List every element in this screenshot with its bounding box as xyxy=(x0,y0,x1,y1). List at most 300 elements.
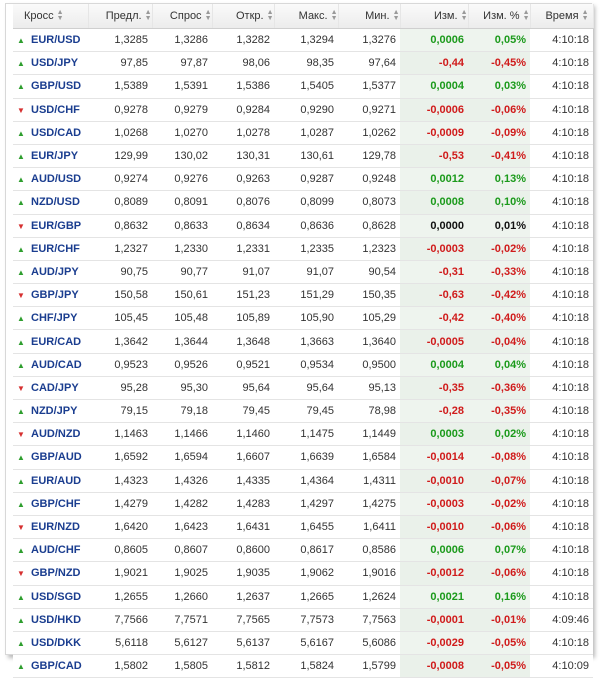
high-cell: 1,4364 xyxy=(274,469,338,492)
change-pct-value: -0,41% xyxy=(491,150,526,163)
quotes-panel xyxy=(5,3,592,673)
low-cell: 1,6411 xyxy=(338,515,400,538)
change-cell xyxy=(400,562,468,585)
change-pct-cell xyxy=(468,469,530,492)
bid-cell: 1,2655 xyxy=(88,585,152,608)
time-cell: 4:10:18 xyxy=(530,307,593,330)
change-value: -0,0008 xyxy=(426,660,464,673)
change-pct-value: 0,13% xyxy=(494,173,526,186)
column-header-pair[interactable] xyxy=(13,4,88,29)
ask-cell: 1,9025 xyxy=(152,562,212,585)
change-cell xyxy=(400,168,468,191)
pair-cell xyxy=(13,52,88,75)
time-cell: 4:10:18 xyxy=(530,469,593,492)
low-cell: 0,8073 xyxy=(338,191,400,214)
change-pct-value: -0,01% xyxy=(491,613,526,626)
low-cell: 129,78 xyxy=(338,144,400,167)
time-cell: 4:10:18 xyxy=(530,376,593,399)
change-value: -0,0001 xyxy=(426,613,464,626)
column-header-bid[interactable] xyxy=(88,4,152,29)
table-row xyxy=(13,237,593,260)
high-cell: 105,90 xyxy=(274,307,338,330)
pair-link[interactable]: USD/CAD xyxy=(31,126,82,139)
arrow-down-icon: ▼ xyxy=(17,105,25,115)
open-cell: 1,2637 xyxy=(212,585,274,608)
open-cell: 1,6431 xyxy=(212,515,274,538)
pair-link[interactable]: AUD/CHF xyxy=(31,544,81,557)
change-pct-cell xyxy=(468,492,530,515)
column-header-label: Макс. xyxy=(298,9,328,22)
pair-link[interactable]: AUD/CAD xyxy=(31,358,82,371)
time-cell: 4:10:18 xyxy=(530,400,593,423)
pair-cell xyxy=(13,307,88,330)
arrow-up-icon: ▲ xyxy=(17,82,25,92)
change-pct-cell xyxy=(468,29,530,52)
change-cell xyxy=(400,52,468,75)
change-value: -0,0006 xyxy=(426,103,464,116)
high-cell: 1,3294 xyxy=(274,29,338,52)
change-value: -0,63 xyxy=(438,289,464,302)
change-value: 0,0000 xyxy=(430,219,464,232)
time-cell: 4:10:18 xyxy=(530,423,593,446)
ask-cell: 0,9279 xyxy=(152,98,212,121)
open-cell: 0,9521 xyxy=(212,353,274,376)
change-value: 0,0006 xyxy=(430,34,464,47)
bid-cell: 0,8605 xyxy=(88,539,152,562)
low-cell: 1,4275 xyxy=(338,492,400,515)
pair-link[interactable]: EUR/CHF xyxy=(31,242,80,255)
bid-cell: 129,99 xyxy=(88,144,152,167)
column-header-change-pct[interactable] xyxy=(468,4,530,29)
change-value: -0,0009 xyxy=(426,126,464,139)
bid-cell: 1,9021 xyxy=(88,562,152,585)
change-pct-value: -0,45% xyxy=(491,57,526,70)
change-pct-value: -0,06% xyxy=(491,521,526,534)
column-header-low[interactable] xyxy=(338,4,400,29)
high-cell: 1,4297 xyxy=(274,492,338,515)
change-pct-value: -0,05% xyxy=(491,636,526,649)
change-value: -0,0014 xyxy=(426,451,464,464)
change-cell xyxy=(400,353,468,376)
time-cell: 4:10:18 xyxy=(530,284,593,307)
low-cell: 0,9271 xyxy=(338,98,400,121)
arrow-up-icon: ▲ xyxy=(17,662,25,672)
table-row xyxy=(13,376,593,399)
arrow-up-icon: ▲ xyxy=(17,592,25,602)
table-header-row xyxy=(13,4,593,29)
open-cell: 79,45 xyxy=(212,400,274,423)
column-header-ask[interactable] xyxy=(152,4,212,29)
change-pct-value: -0,06% xyxy=(491,567,526,580)
change-cell xyxy=(400,191,468,214)
change-value: 0,0004 xyxy=(430,80,464,93)
table-row xyxy=(13,29,593,52)
time-cell: 4:09:46 xyxy=(530,608,593,631)
pair-link[interactable]: CHF/JPY xyxy=(31,312,78,325)
ask-cell: 150,61 xyxy=(152,284,212,307)
high-cell: 98,35 xyxy=(274,52,338,75)
table-row xyxy=(13,353,593,376)
table-row xyxy=(13,400,593,423)
table-row xyxy=(13,121,593,144)
table-row xyxy=(13,168,593,191)
bid-cell: 0,8632 xyxy=(88,214,152,237)
bid-cell: 1,3285 xyxy=(88,29,152,52)
change-pct-value: -0,02% xyxy=(491,242,526,255)
pair-cell xyxy=(13,423,88,446)
time-cell: 4:10:18 xyxy=(530,539,593,562)
change-pct-value: -0,07% xyxy=(491,474,526,487)
open-cell: 1,1460 xyxy=(212,423,274,446)
ask-cell: 97,87 xyxy=(152,52,212,75)
arrow-up-icon: ▲ xyxy=(17,546,25,556)
ask-cell: 1,2660 xyxy=(152,585,212,608)
time-cell: 4:10:18 xyxy=(530,353,593,376)
change-pct-cell xyxy=(468,52,530,75)
change-pct-value: 0,02% xyxy=(494,428,526,441)
bid-cell: 1,6420 xyxy=(88,515,152,538)
change-pct-cell xyxy=(468,539,530,562)
time-cell: 4:10:09 xyxy=(530,655,593,678)
change-pct-cell xyxy=(468,655,530,678)
low-cell: 0,9500 xyxy=(338,353,400,376)
change-pct-cell xyxy=(468,144,530,167)
arrow-up-icon: ▲ xyxy=(17,128,25,138)
change-pct-value: 0,10% xyxy=(494,196,526,209)
pair-cell xyxy=(13,539,88,562)
pair-link[interactable]: CAD/JPY xyxy=(31,381,79,394)
table-row xyxy=(13,492,593,515)
pair-cell xyxy=(13,562,88,585)
change-value: -0,0005 xyxy=(426,335,464,348)
change-pct-value: 0,16% xyxy=(494,590,526,603)
column-header-label: Кросс xyxy=(24,9,54,22)
arrow-up-icon: ▲ xyxy=(17,360,25,370)
pair-link[interactable]: USD/HKD xyxy=(31,613,82,626)
change-pct-value: 0,03% xyxy=(494,80,526,93)
ask-cell: 5,6127 xyxy=(152,631,212,654)
pair-link[interactable]: AUD/NZD xyxy=(31,428,81,441)
arrow-up-icon: ▲ xyxy=(17,59,25,69)
change-cell xyxy=(400,446,468,469)
pair-link[interactable]: USD/JPY xyxy=(31,57,79,70)
low-cell: 1,6584 xyxy=(338,446,400,469)
low-cell: 78,98 xyxy=(338,400,400,423)
ask-cell: 1,1466 xyxy=(152,423,212,446)
change-pct-value: -0,40% xyxy=(491,312,526,325)
time-cell: 4:10:18 xyxy=(530,29,593,52)
change-pct-cell xyxy=(468,330,530,353)
bid-cell: 1,3642 xyxy=(88,330,152,353)
low-cell: 1,5799 xyxy=(338,655,400,678)
bid-cell: 5,6118 xyxy=(88,631,152,654)
column-header-label: Изм. % xyxy=(483,9,520,22)
low-cell: 105,29 xyxy=(338,307,400,330)
open-cell: 1,0278 xyxy=(212,121,274,144)
change-pct-value: -0,09% xyxy=(491,126,526,139)
pair-link[interactable]: AUD/USD xyxy=(31,173,82,186)
change-value: -0,0003 xyxy=(426,242,464,255)
bid-cell: 1,5802 xyxy=(88,655,152,678)
column-header-label: Откр. xyxy=(235,9,264,22)
arrow-down-icon: ▼ xyxy=(17,430,25,440)
change-pct-cell xyxy=(468,121,530,144)
pair-cell xyxy=(13,168,88,191)
change-value: 0,0021 xyxy=(430,590,464,603)
bid-cell: 0,9523 xyxy=(88,353,152,376)
open-cell: 1,5812 xyxy=(212,655,274,678)
table-row xyxy=(13,307,593,330)
change-pct-cell xyxy=(468,562,530,585)
change-pct-cell xyxy=(468,168,530,191)
sort-icon: ▲ ▼ xyxy=(330,9,338,23)
high-cell: 5,6167 xyxy=(274,631,338,654)
time-cell: 4:10:18 xyxy=(530,492,593,515)
pair-link[interactable]: GBP/USD xyxy=(31,80,82,93)
open-cell: 91,07 xyxy=(212,260,274,283)
change-pct-cell xyxy=(468,353,530,376)
time-cell: 4:10:18 xyxy=(530,515,593,538)
pair-cell xyxy=(13,515,88,538)
ask-cell: 1,2330 xyxy=(152,237,212,260)
ask-cell: 1,0270 xyxy=(152,121,212,144)
change-value: -0,31 xyxy=(438,265,464,278)
arrow-up-icon: ▲ xyxy=(17,198,25,208)
pair-link[interactable]: EUR/JPY xyxy=(31,150,79,163)
open-cell: 5,6137 xyxy=(212,631,274,654)
time-cell: 4:10:18 xyxy=(530,214,593,237)
table-row xyxy=(13,585,593,608)
table-row xyxy=(13,98,593,121)
column-header-time[interactable] xyxy=(530,4,593,29)
pair-cell xyxy=(13,75,88,98)
sort-icon: ▲ ▼ xyxy=(392,9,400,23)
low-cell: 150,35 xyxy=(338,284,400,307)
low-cell: 1,3276 xyxy=(338,29,400,52)
column-header-change[interactable] xyxy=(400,4,468,29)
table-row xyxy=(13,608,593,631)
change-pct-value: -0,05% xyxy=(491,660,526,673)
open-cell: 151,23 xyxy=(212,284,274,307)
pair-link[interactable]: GBP/JPY xyxy=(31,289,79,302)
change-pct-cell xyxy=(468,98,530,121)
open-cell: 0,9284 xyxy=(212,98,274,121)
low-cell: 95,13 xyxy=(338,376,400,399)
pair-cell xyxy=(13,400,88,423)
pair-cell xyxy=(13,353,88,376)
table-row xyxy=(13,469,593,492)
pair-cell xyxy=(13,284,88,307)
column-header-label: Спрос xyxy=(169,9,202,22)
high-cell: 130,61 xyxy=(274,144,338,167)
low-cell: 1,3640 xyxy=(338,330,400,353)
low-cell: 1,1449 xyxy=(338,423,400,446)
pair-cell xyxy=(13,121,88,144)
bid-cell: 1,1463 xyxy=(88,423,152,446)
high-cell: 1,6455 xyxy=(274,515,338,538)
pair-link[interactable]: EUR/CAD xyxy=(31,335,82,348)
change-pct-cell xyxy=(468,307,530,330)
table-row xyxy=(13,330,593,353)
change-value: 0,0012 xyxy=(430,173,464,186)
low-cell: 0,8628 xyxy=(338,214,400,237)
pair-link[interactable]: EUR/AUD xyxy=(31,474,82,487)
high-cell: 1,3663 xyxy=(274,330,338,353)
change-value: -0,0029 xyxy=(426,636,464,649)
high-cell: 7,7573 xyxy=(274,608,338,631)
bid-cell: 0,8089 xyxy=(88,191,152,214)
arrow-up-icon: ▲ xyxy=(17,476,25,486)
table-row xyxy=(13,539,593,562)
high-cell: 1,0287 xyxy=(274,121,338,144)
table-row xyxy=(13,75,593,98)
change-value: -0,0012 xyxy=(426,567,464,580)
column-header-label: Время xyxy=(545,9,579,22)
arrow-up-icon: ▲ xyxy=(17,244,25,254)
change-cell xyxy=(400,237,468,260)
pair-link[interactable]: GBP/CAD xyxy=(31,660,82,673)
high-cell: 0,8636 xyxy=(274,214,338,237)
arrow-up-icon: ▲ xyxy=(17,152,25,162)
pair-link[interactable]: USD/CHF xyxy=(31,103,80,116)
pair-link[interactable]: GBP/AUD xyxy=(31,451,82,464)
open-cell: 1,4335 xyxy=(212,469,274,492)
pair-link[interactable]: AUD/JPY xyxy=(31,265,79,278)
arrow-up-icon: ▲ xyxy=(17,638,25,648)
ask-cell: 0,8633 xyxy=(152,214,212,237)
arrow-up-icon: ▲ xyxy=(17,615,25,625)
pair-link[interactable]: NZD/USD xyxy=(31,196,80,209)
change-pct-cell xyxy=(468,400,530,423)
change-value: -0,42 xyxy=(438,312,464,325)
ask-cell: 95,30 xyxy=(152,376,212,399)
ask-cell: 0,8607 xyxy=(152,539,212,562)
high-cell: 95,64 xyxy=(274,376,338,399)
table-row xyxy=(13,562,593,585)
arrow-up-icon: ▲ xyxy=(17,36,25,46)
change-pct-value: -0,36% xyxy=(491,381,526,394)
change-value: -0,53 xyxy=(438,150,464,163)
time-cell: 4:10:18 xyxy=(530,562,593,585)
sort-icon: ▲ ▼ xyxy=(460,9,468,23)
pair-link[interactable]: EUR/GBP xyxy=(31,219,82,232)
pair-link[interactable]: NZD/JPY xyxy=(31,405,78,418)
change-value: -0,0003 xyxy=(426,497,464,510)
bid-cell: 150,58 xyxy=(88,284,152,307)
column-header-open[interactable] xyxy=(212,4,274,29)
open-cell: 0,8634 xyxy=(212,214,274,237)
change-cell xyxy=(400,469,468,492)
pair-link[interactable]: GBP/NZD xyxy=(31,567,81,580)
change-pct-value: 0,01% xyxy=(494,219,526,232)
bid-cell: 1,6592 xyxy=(88,446,152,469)
bid-cell: 105,45 xyxy=(88,307,152,330)
time-cell: 4:10:18 xyxy=(530,260,593,283)
change-value: -0,35 xyxy=(438,381,464,394)
change-pct-value: -0,35% xyxy=(491,405,526,418)
table-row xyxy=(13,144,593,167)
change-pct-cell xyxy=(468,423,530,446)
change-cell xyxy=(400,144,468,167)
change-pct-cell xyxy=(468,75,530,98)
open-cell: 0,9263 xyxy=(212,168,274,191)
pair-link[interactable]: EUR/USD xyxy=(31,34,81,47)
pair-link[interactable]: EUR/NZD xyxy=(31,521,80,534)
ask-cell: 105,48 xyxy=(152,307,212,330)
column-header-high[interactable] xyxy=(274,4,338,29)
change-value: 0,0006 xyxy=(430,544,464,557)
time-cell: 4:10:18 xyxy=(530,330,593,353)
open-cell: 105,89 xyxy=(212,307,274,330)
change-pct-cell xyxy=(468,237,530,260)
change-value: 0,0003 xyxy=(430,428,464,441)
pair-cell xyxy=(13,237,88,260)
arrow-down-icon: ▼ xyxy=(17,221,25,231)
change-value: -0,0010 xyxy=(426,474,464,487)
pair-cell xyxy=(13,214,88,237)
pair-link[interactable]: USD/SGD xyxy=(31,590,82,603)
pair-link[interactable]: GBP/CHF xyxy=(31,497,81,510)
ask-cell: 90,77 xyxy=(152,260,212,283)
arrow-up-icon: ▲ xyxy=(17,407,25,417)
pair-cell xyxy=(13,631,88,654)
table-row xyxy=(13,515,593,538)
change-cell xyxy=(400,655,468,678)
sort-icon: ▲ ▼ xyxy=(522,9,530,23)
time-cell: 4:10:18 xyxy=(530,631,593,654)
open-cell: 1,9035 xyxy=(212,562,274,585)
low-cell: 1,0262 xyxy=(338,121,400,144)
pair-cell xyxy=(13,655,88,678)
ask-cell: 1,3644 xyxy=(152,330,212,353)
low-cell: 1,5377 xyxy=(338,75,400,98)
change-cell xyxy=(400,214,468,237)
ask-cell: 0,9526 xyxy=(152,353,212,376)
time-cell: 4:10:18 xyxy=(530,237,593,260)
pair-cell xyxy=(13,446,88,469)
high-cell: 0,9534 xyxy=(274,353,338,376)
open-cell: 0,8076 xyxy=(212,191,274,214)
bid-cell: 97,85 xyxy=(88,52,152,75)
change-pct-cell xyxy=(468,446,530,469)
open-cell: 1,3282 xyxy=(212,29,274,52)
arrow-up-icon: ▲ xyxy=(17,453,25,463)
time-cell: 4:10:18 xyxy=(530,191,593,214)
change-pct-value: -0,04% xyxy=(491,335,526,348)
change-cell xyxy=(400,284,468,307)
ask-cell: 130,02 xyxy=(152,144,212,167)
pair-link[interactable]: USD/DKK xyxy=(31,636,82,649)
open-cell: 130,31 xyxy=(212,144,274,167)
change-pct-value: -0,02% xyxy=(491,497,526,510)
ask-cell: 1,4326 xyxy=(152,469,212,492)
change-cell xyxy=(400,376,468,399)
low-cell: 97,64 xyxy=(338,52,400,75)
pair-cell xyxy=(13,330,88,353)
change-cell xyxy=(400,121,468,144)
low-cell: 0,9248 xyxy=(338,168,400,191)
ask-cell: 1,3286 xyxy=(152,29,212,52)
low-cell: 90,54 xyxy=(338,260,400,283)
change-pct-value: 0,05% xyxy=(494,34,526,47)
pair-cell xyxy=(13,376,88,399)
change-cell xyxy=(400,98,468,121)
bid-cell: 1,4323 xyxy=(88,469,152,492)
high-cell: 1,6639 xyxy=(274,446,338,469)
change-cell xyxy=(400,585,468,608)
change-pct-value: -0,06% xyxy=(491,103,526,116)
open-cell: 7,7565 xyxy=(212,608,274,631)
